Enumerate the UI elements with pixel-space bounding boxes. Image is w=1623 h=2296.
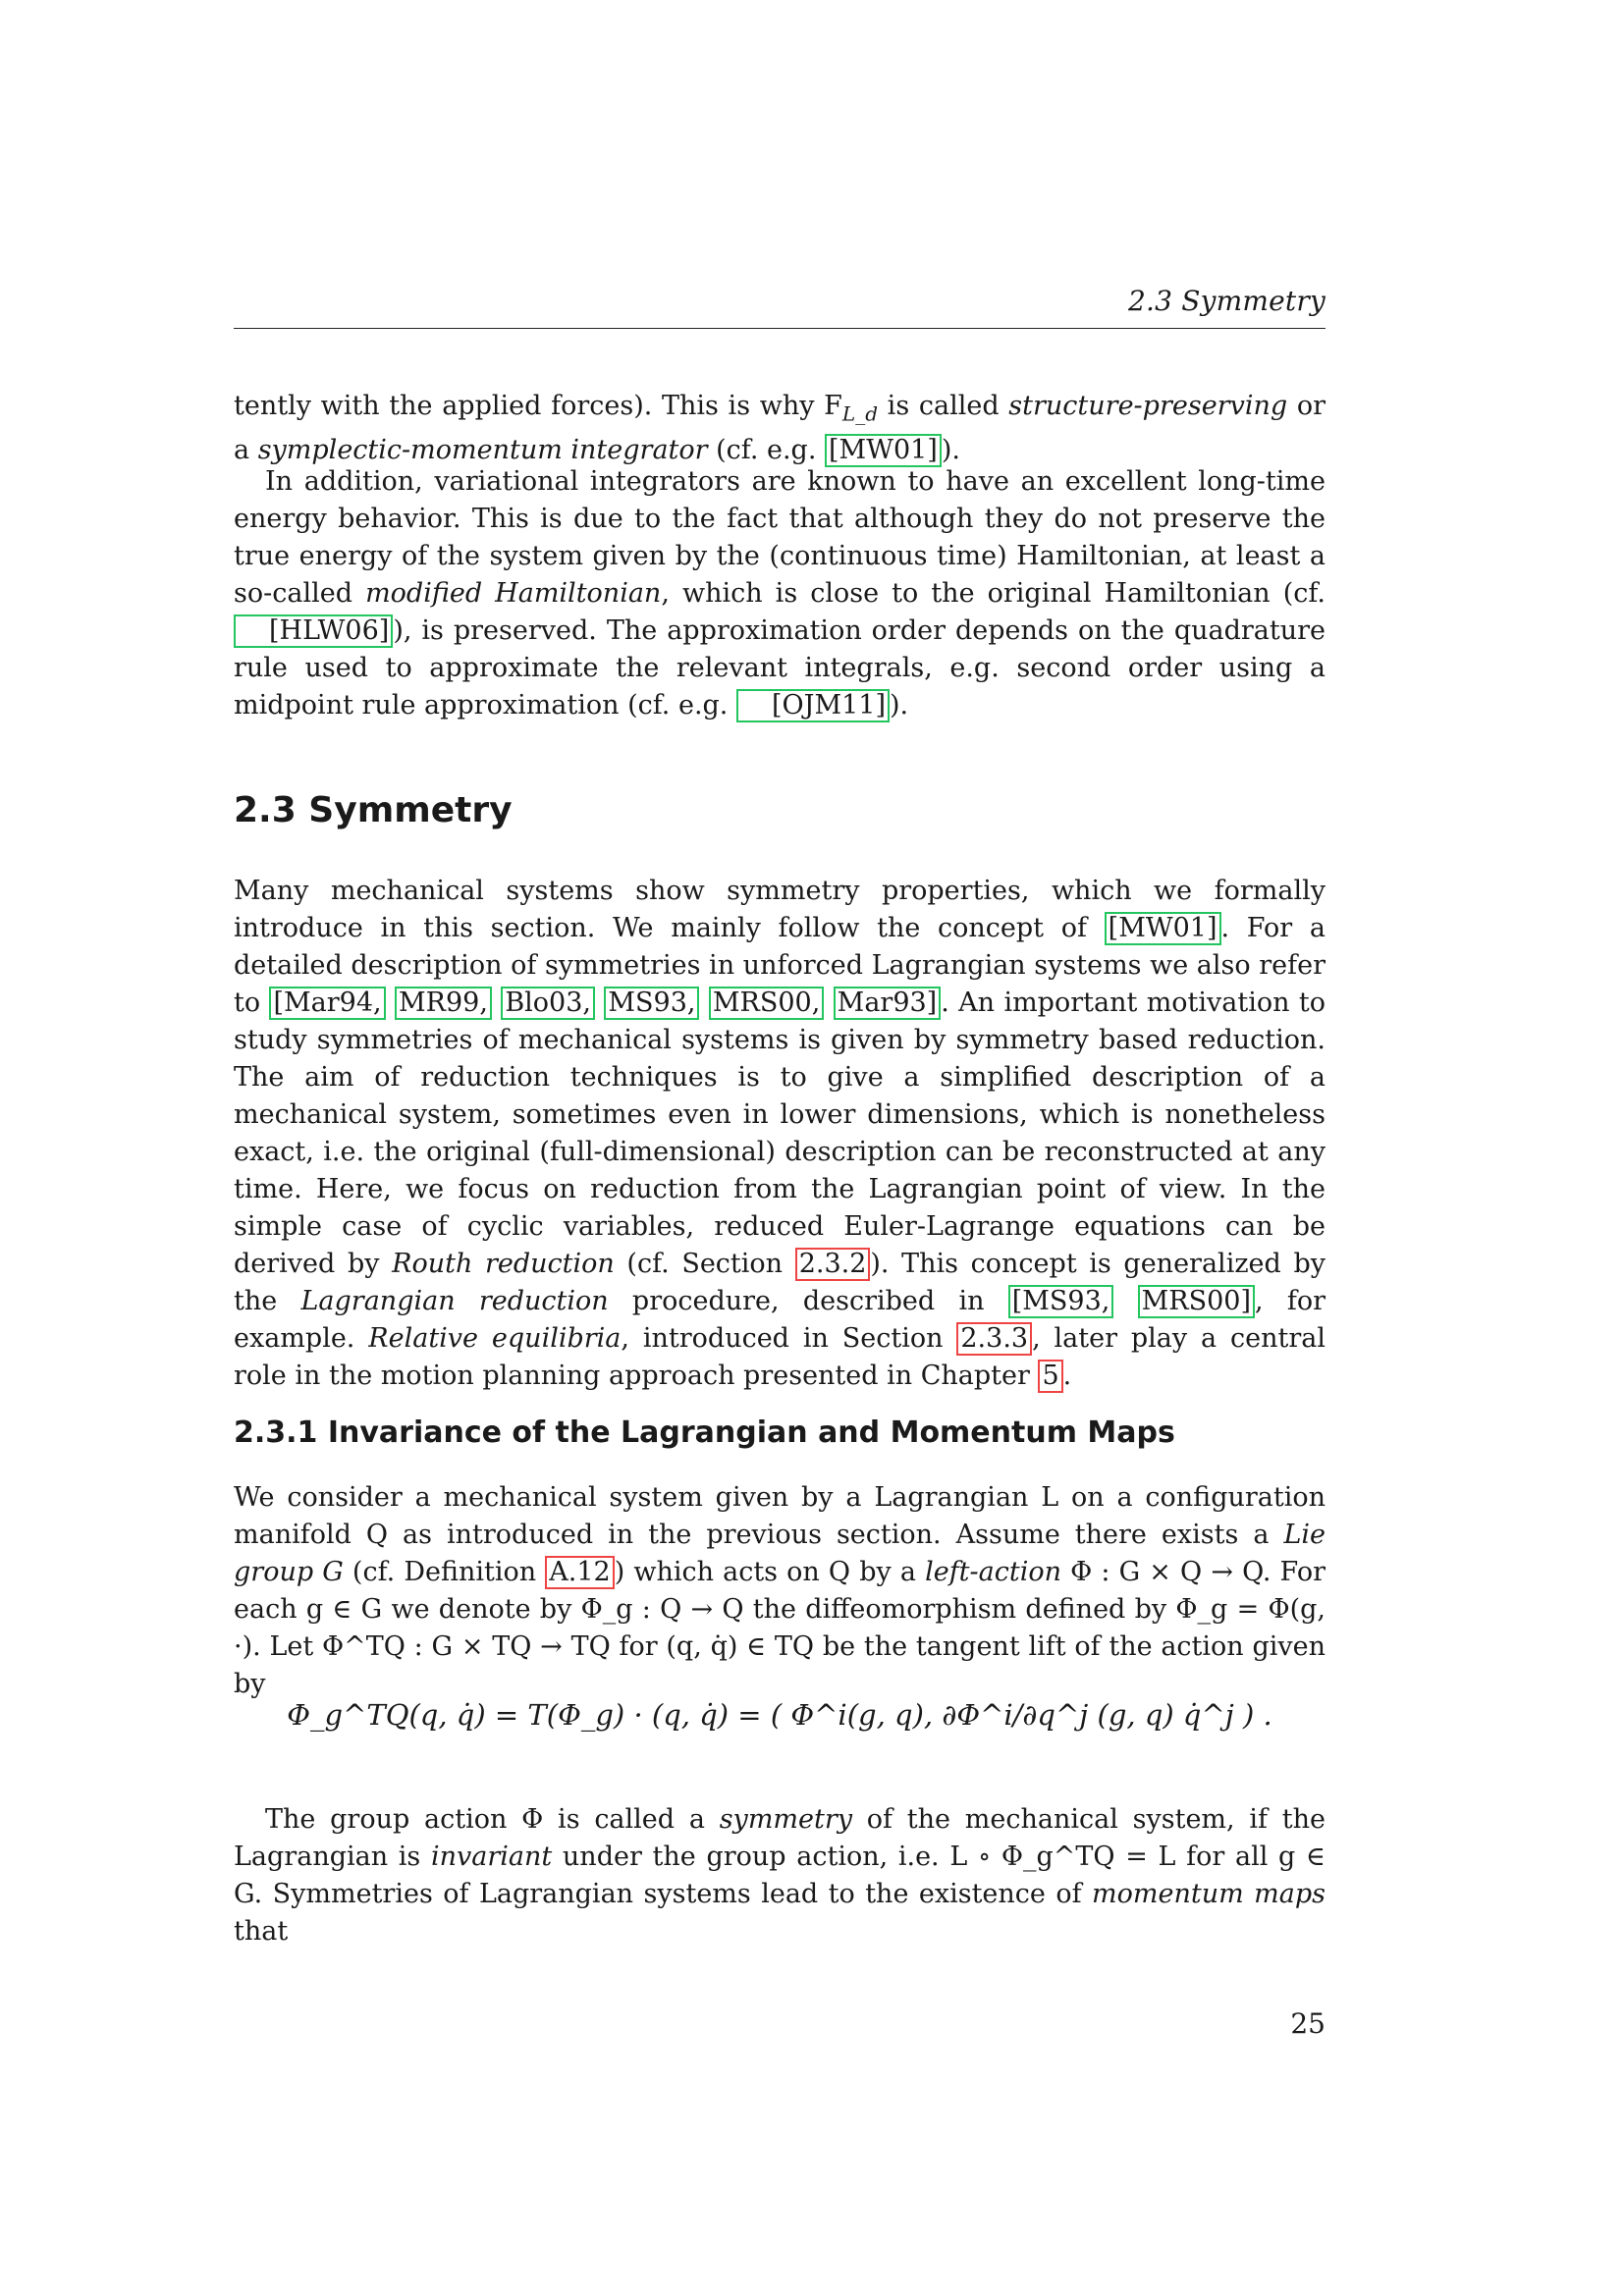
citation-link[interactable]: [MS93, [1008, 1285, 1114, 1318]
subsection-heading: 2.3.1 Invariance of the Lagrangian and Momentum Maps [234, 1415, 1175, 1450]
citation-link[interactable]: Blo03, [501, 987, 595, 1020]
chapter-ref-link[interactable]: 5 [1038, 1360, 1062, 1393]
citation-link[interactable]: MRS00] [1138, 1285, 1255, 1318]
citation-link[interactable]: Mar93] [834, 987, 942, 1020]
paragraph-5: The group action Φ is called a symmetry of the mechanical system, if the Lagrangian is invariant under the group action, i.e. L ∘ Φ_g^TQ = L for all g ∈ G. Symmetries of Lagrangian systems lead to the existence of momentum maps that [234, 1804, 1325, 1947]
citation-link[interactable]: [MW01] [825, 434, 942, 467]
citation-link[interactable]: MS93, [604, 987, 699, 1020]
section-ref-link[interactable]: 2.3.2 [795, 1248, 871, 1281]
citation-link[interactable]: [OJM11] [736, 689, 890, 722]
section-heading: 2.3 Symmetry [234, 790, 513, 830]
paragraph-3: Many mechanical systems show symmetry properties, which we formally introduce in this section. We mainly follow the concept of [MW01] . For a detailed description of symmetries in unforced Lagrangian systems we also refer to [Mar94, MR99, Blo03, MS93, MRS00, Mar93] . An important motivation to study symmetries of mechanical systems is given by symmetry based reduction. The aim of reduction techniques is to give a simplified description of a mechanical system, sometimes even in lower dimensions, which is nonetheless exact, i.e. the original (full-dimensional) description can be reconstructed at any time. Here, we focus on reduction from the Lagrangian point of view. In the simple case of cyclic variables, reduced Euler-Lagrange equations can be derived by Routh reduction (cf. Section 2.3.2 ). This concept is generalized by the Lagrangian reduction procedure, described in [MS93, MRS00] , for example. Relative equilibria, introduced in Section 2.3.3 , later play a central role in the motion planning approach presented in Chapter 5 . [234, 876, 1326, 1391]
section-ref-link[interactable]: 2.3.3 [956, 1322, 1032, 1356]
equation [234, 1698, 1325, 1732]
citation-link[interactable]: [MW01] [1105, 912, 1221, 945]
citation-link[interactable]: [Mar94, [269, 987, 385, 1020]
definition-ref-link[interactable]: A.12 [545, 1556, 614, 1589]
equation-lhs: Φ_g^TQ(q, q̇) = T(Φ_g) · (q, q̇) = [287, 1698, 771, 1732]
citation-link[interactable]: MRS00, [709, 987, 824, 1020]
paragraph-2: In addition, variational integrators are known to have an excellent long-time energy behavior. This is due to the fact that although they do not preserve the true energy of the system given by the (continuous time) Hamiltonian, at least a so-called modified Hamiltonian, which is close to the original Hamiltonian (cf. [HLW06] ), is preserved. The approximation order depends on the quadrature rule used to approximate the relevant integrals, e.g. second order using a midpoint rule approximation (cf. e.g. [OJM11] ). [234, 466, 1325, 721]
citation-link[interactable]: [HLW06] [234, 614, 393, 648]
page-number: 25 [1290, 2007, 1325, 2040]
citation-link[interactable]: MR99, [395, 987, 492, 1020]
paragraph-4: We consider a mechanical system given by a Lagrangian L on a configuration manifold Q as introduced in the previous section. Assume there exists a Lie group G (cf. Definition A.12 ) which acts on Q by a left-action Φ : G × Q → Q. For each g ∈ G we denote by Φ_g : Q → Q the diffeomorphism defined by Φ_g = Φ(g, ·). Let Φ^TQ : G × TQ → TQ for (q, q̇) ∈ TQ be the tangent lift of the action given by [234, 1482, 1325, 1699]
equation-rhs: ( Φ^i(g, q), ∂Φ^i/∂q^j (g, q) q̇^j ) . [770, 1698, 1272, 1732]
running-head: 2.3 Symmetry [1128, 285, 1325, 317]
paragraph-1: tently with the applied forces). This is why $F_{L\_d}$ is called structure-preserving or a symplectic-momentum integrator (cf. e.g. [MW01] ). [234, 391, 1325, 466]
header-rule [234, 328, 1325, 329]
